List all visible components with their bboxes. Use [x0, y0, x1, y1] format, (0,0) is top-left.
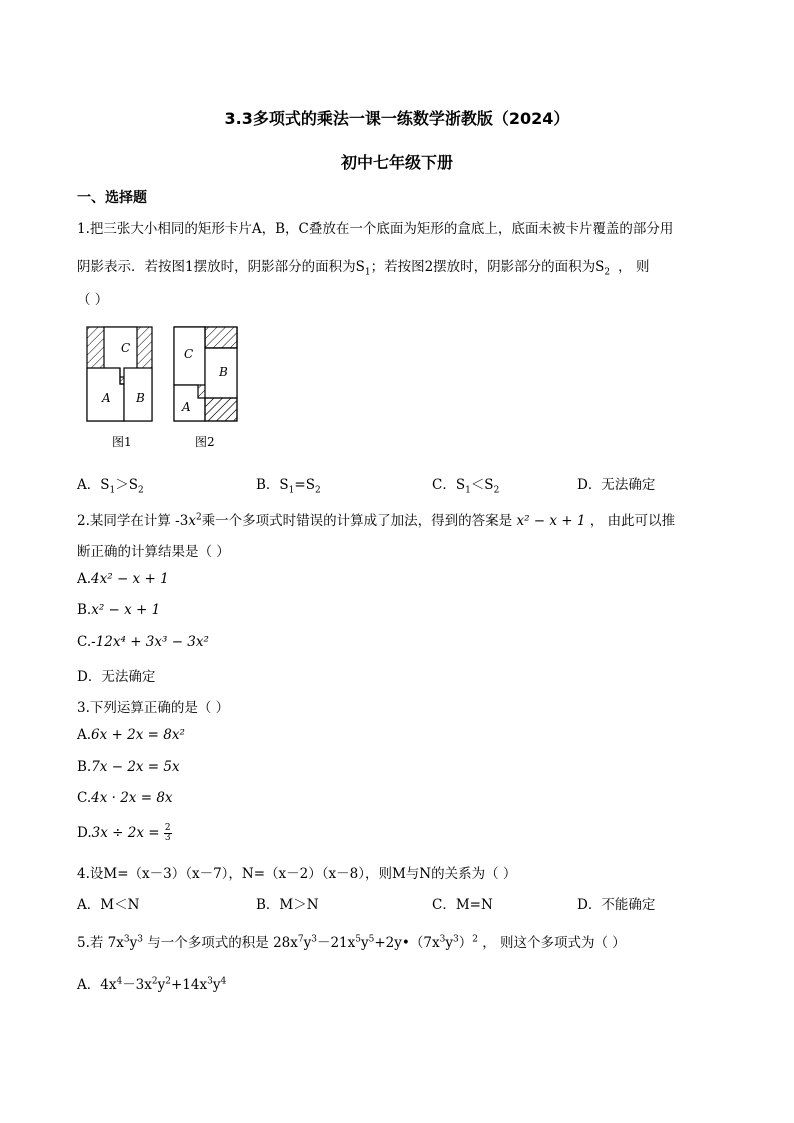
- fig1-label-c: C: [121, 341, 131, 355]
- q4-option-d[interactable]: D．不能确定: [577, 897, 656, 913]
- fig1-caption: 图1: [112, 435, 132, 449]
- q1-figures: [84, 324, 244, 424]
- q1-option-a[interactable]: A．$S_1>S_2$: [77, 477, 144, 496]
- figure-2: [174, 327, 237, 421]
- q5-stem: 5.若 $7x^3y^3$ 与一个多项式的积是 $28x^7y^3-21x^5y^5+2y•(7x^3y^3)^2$ ， 则这个多项式为（ ）: [77, 934, 626, 951]
- q2-line1: 2.某同学在计算 $-3x^2$乘一个多项式时错误的计算成了加法，得到的答案是 x² − x + 1 ， 由此可以推: [77, 512, 676, 529]
- q2-option-a[interactable]: A.4x² − x + 1: [77, 571, 169, 587]
- q5-option-a[interactable]: A．$4x^4-3x^2y^2+14x^3y^4$: [77, 976, 227, 993]
- fig2-caption: 图2: [195, 435, 215, 449]
- fig1-label-a: A: [102, 391, 111, 405]
- q2-option-b[interactable]: B.x² − x + 1: [77, 602, 161, 618]
- q3-stem: 3.下列运算正确的是（ ）: [77, 700, 230, 716]
- figure-1: [87, 327, 152, 421]
- q1-option-b[interactable]: B．$S_1=S_2$: [256, 477, 321, 496]
- q2-option-d[interactable]: D．无法确定: [77, 669, 156, 685]
- q1-option-d[interactable]: D．无法确定: [577, 477, 656, 493]
- q3-option-a[interactable]: A.6x + 2x = 8x²: [77, 727, 185, 743]
- q4-stem: 4.设M=（x－3）（x－7），N=（x－2）（x－8），则M与N的关系为（ ）: [77, 866, 517, 882]
- q4-option-c[interactable]: C．M=N: [432, 897, 493, 913]
- q1-line3: （ ）: [77, 292, 109, 308]
- q1-option-c[interactable]: C．$S_1<S_2$: [432, 477, 500, 496]
- fig2-label-b: B: [219, 365, 228, 379]
- q1-line1: 1.把三张大小相同的矩形卡片A，B，C叠放在一个底面为矩形的盒底上，底面未被卡片覆盖的部分用: [77, 221, 674, 237]
- fig2-label-a: A: [182, 400, 191, 414]
- page-title: 3.3多项式的乘法一课一练数学浙教版（2024）: [224, 109, 570, 128]
- section-heading: 一、选择题: [77, 190, 147, 206]
- q3-option-d[interactable]: D.3x ÷ 2x = $\frac{2}{3}$: [77, 823, 171, 843]
- page-subtitle: 初中七年级下册: [340, 153, 453, 172]
- q4-option-a[interactable]: A．M＜N: [77, 897, 140, 913]
- q1-line2: 阴影表示．若按图1摆放时，阴影部分的面积为$S_1$；若按图2摆放时，阴影部分的面积为$S_2$ ， 则: [77, 259, 650, 278]
- q3-option-c[interactable]: C.4x · 2x = 8x: [77, 790, 173, 806]
- fig1-label-b: B: [136, 391, 145, 405]
- q4-option-b[interactable]: B．M＞N: [256, 897, 319, 913]
- fig2-label-c: C: [184, 347, 194, 361]
- q2-option-c[interactable]: C.-12x⁴ + 3x³ − 3x²: [77, 634, 209, 650]
- q2-line2: 断正确的计算结果是（ ）: [77, 544, 230, 560]
- q3-option-b[interactable]: B.7x − 2x = 5x: [77, 759, 180, 775]
